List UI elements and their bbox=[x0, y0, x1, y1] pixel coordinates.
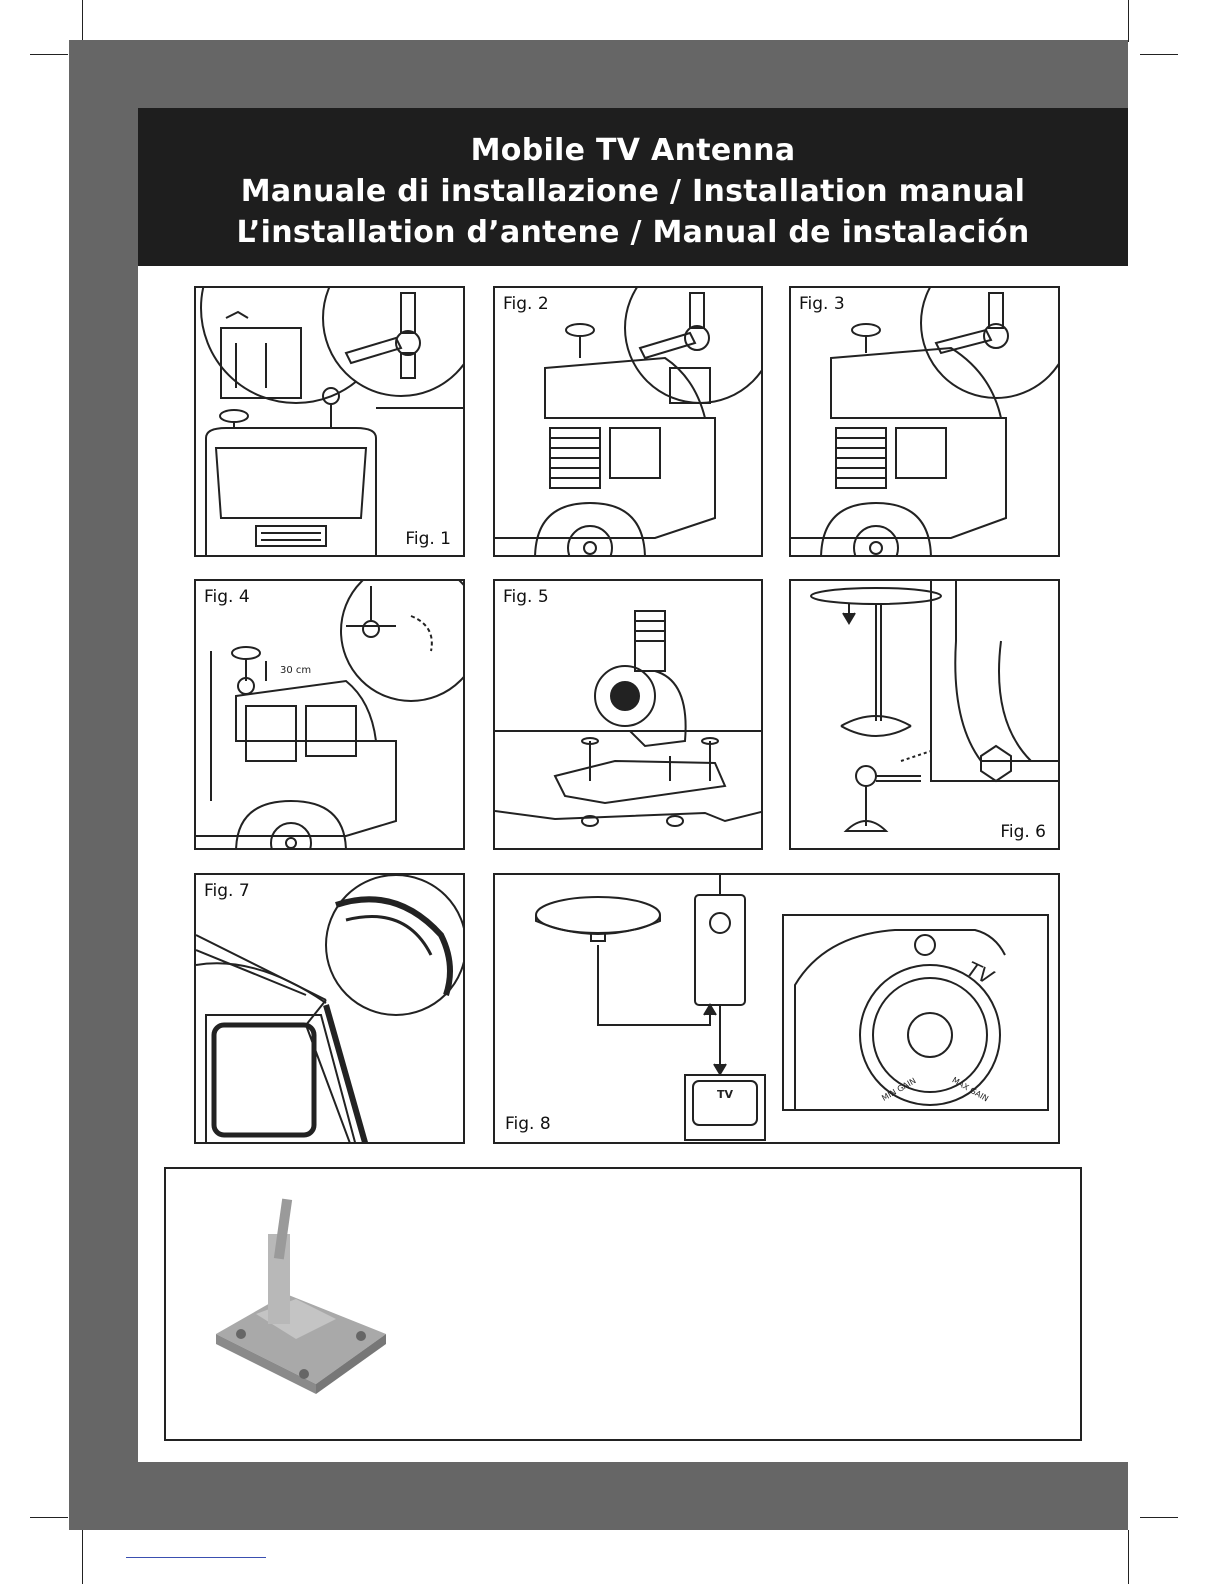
truck-spoiler-mount-illustration bbox=[791, 288, 1060, 557]
tv-screen-label: TV bbox=[717, 1088, 734, 1101]
cable-routing-illustration bbox=[196, 875, 465, 1144]
figure-6-label: Fig. 6 bbox=[1000, 822, 1046, 842]
mount-bracket-illustration bbox=[495, 581, 763, 850]
mount-base-photo bbox=[186, 1194, 386, 1414]
crop-mark bbox=[30, 1517, 68, 1518]
title-line-1: Mobile TV Antenna bbox=[470, 133, 796, 168]
antenna-assembly-illustration bbox=[791, 581, 1060, 850]
figure-5-label: Fig. 5 bbox=[503, 587, 549, 607]
crop-mark bbox=[126, 1557, 266, 1558]
accessory-box bbox=[164, 1167, 1082, 1441]
crop-mark bbox=[1140, 54, 1178, 55]
dial-max-gain-label: MAX GAIN bbox=[950, 1075, 990, 1104]
truck-cab-mount-illustration bbox=[495, 288, 763, 557]
figure-1 bbox=[194, 286, 465, 557]
figure-4 bbox=[194, 579, 465, 850]
title-band bbox=[138, 108, 1128, 266]
figure-4-measurement: 30 cm bbox=[280, 665, 312, 676]
title-line-2: Manuale di installazione / Installation manual bbox=[240, 174, 1026, 209]
figure-2 bbox=[493, 286, 763, 557]
title-line-3: L’installation d’antene / Manual de instalación bbox=[236, 215, 1030, 250]
figure-7 bbox=[194, 873, 465, 1144]
figure-3-label: Fig. 3 bbox=[799, 294, 845, 314]
dial-brand-label: TV bbox=[963, 956, 997, 990]
figure-4-label: Fig. 4 bbox=[204, 587, 250, 607]
figure-5 bbox=[493, 579, 763, 850]
crop-mark bbox=[1140, 1517, 1178, 1518]
crop-mark bbox=[30, 54, 68, 55]
crop-mark bbox=[1128, 1530, 1129, 1584]
figure-3 bbox=[789, 286, 1060, 557]
figure-1-label: Fig. 1 bbox=[405, 529, 451, 549]
truck-front-illustration bbox=[196, 288, 465, 557]
figure-6 bbox=[789, 579, 1060, 850]
crop-mark bbox=[1128, 0, 1129, 42]
amplifier-connection-illustration bbox=[495, 875, 1060, 1144]
crop-mark bbox=[82, 1530, 83, 1584]
figure-8 bbox=[493, 873, 1060, 1144]
figure-2-label: Fig. 2 bbox=[503, 294, 549, 314]
truck-side-mount-illustration bbox=[196, 581, 465, 850]
figure-7-label: Fig. 7 bbox=[204, 881, 250, 901]
dial-min-gain-label: MIN GAIN bbox=[880, 1076, 918, 1103]
crop-mark bbox=[82, 0, 83, 42]
figure-8-label: Fig. 8 bbox=[505, 1114, 551, 1134]
